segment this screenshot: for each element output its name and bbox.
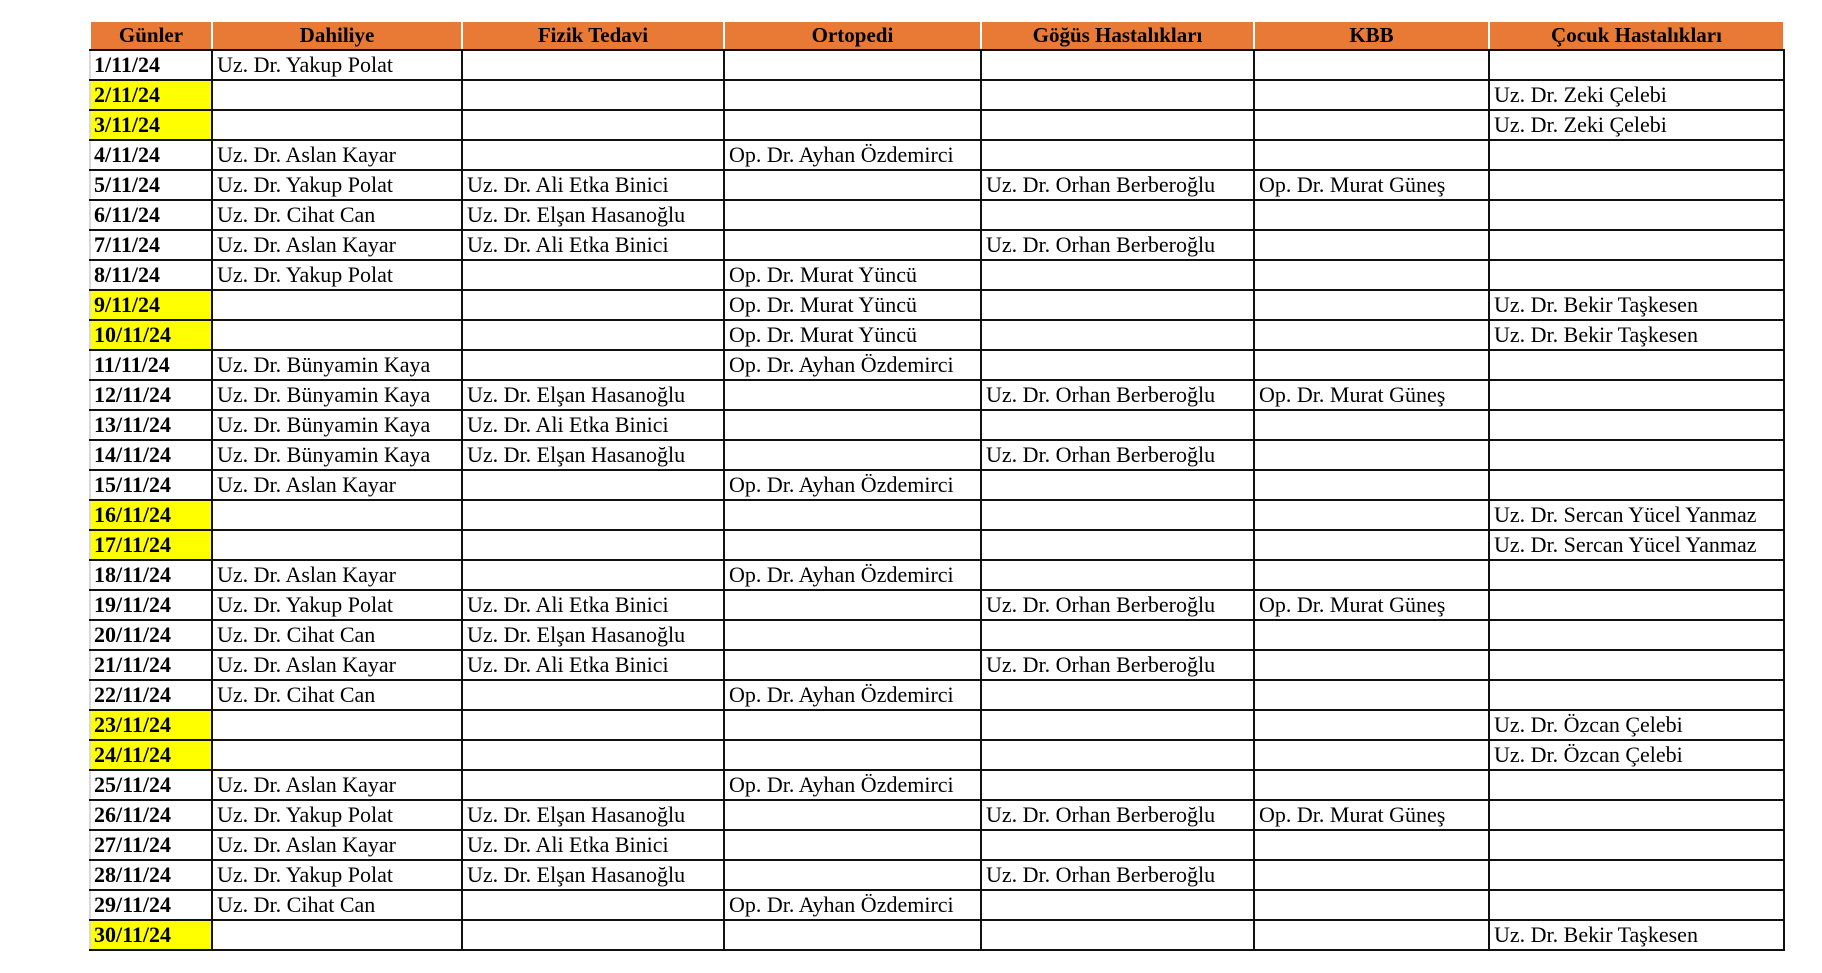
day-cell: 10/11/24: [90, 320, 212, 350]
table-row: [90, 560, 1784, 590]
cell-dahiliye: Uz. Dr. Aslan Kayar: [212, 830, 462, 860]
cell-ortopedi: [724, 500, 981, 530]
day-cell: 5/11/24: [90, 170, 212, 200]
cell-dahiliye: Uz. Dr. Bünyamin Kaya: [212, 440, 462, 470]
day-cell: 24/11/24: [90, 740, 212, 770]
cell-kbb: [1254, 860, 1489, 890]
cell-cocuk-hastaliklari: [1489, 590, 1784, 620]
cell-ortopedi: [724, 650, 981, 680]
table-row: [90, 770, 1784, 800]
cell-gogus-hastaliklari: [981, 80, 1254, 110]
cell-ortopedi: [724, 920, 981, 950]
day-cell: 17/11/24: [90, 530, 212, 560]
table-row: [90, 680, 1784, 710]
cell-cocuk-hastaliklari: [1489, 620, 1784, 650]
day-cell: 3/11/24: [90, 110, 212, 140]
cell-kbb: [1254, 140, 1489, 170]
cell-cocuk-hastaliklari: Uz. Dr. Zeki Çelebi: [1489, 80, 1784, 110]
cell-gogus-hastaliklari: [981, 350, 1254, 380]
cell-gogus-hastaliklari: [981, 410, 1254, 440]
cell-kbb: [1254, 500, 1489, 530]
cell-ortopedi: Op. Dr. Ayhan Özdemirci: [724, 470, 981, 500]
cell-gogus-hastaliklari: Uz. Dr. Orhan Berberoğlu: [981, 170, 1254, 200]
cell-kbb: [1254, 710, 1489, 740]
cell-kbb: [1254, 920, 1489, 950]
cell-gogus-hastaliklari: [981, 500, 1254, 530]
table-row: [90, 860, 1784, 890]
cell-fizik-tedavi: [462, 260, 724, 290]
cell-ortopedi: [724, 410, 981, 440]
cell-gogus-hastaliklari: [981, 470, 1254, 500]
cell-cocuk-hastaliklari: Uz. Dr. Bekir Taşkesen: [1489, 920, 1784, 950]
cell-gogus-hastaliklari: [981, 890, 1254, 920]
cell-cocuk-hastaliklari: Uz. Dr. Sercan Yücel Yanmaz: [1489, 530, 1784, 560]
cell-cocuk-hastaliklari: [1489, 830, 1784, 860]
cell-gogus-hastaliklari: [981, 260, 1254, 290]
table-row: [90, 110, 1784, 140]
cell-fizik-tedavi: Uz. Dr. Elşan Hasanoğlu: [462, 380, 724, 410]
day-cell: 26/11/24: [90, 800, 212, 830]
cell-kbb: [1254, 770, 1489, 800]
cell-fizik-tedavi: Uz. Dr. Elşan Hasanoğlu: [462, 800, 724, 830]
schedule-body: [90, 50, 1784, 950]
cell-kbb: [1254, 560, 1489, 590]
cell-fizik-tedavi: [462, 350, 724, 380]
cell-kbb: Op. Dr. Murat Güneş: [1254, 380, 1489, 410]
cell-gogus-hastaliklari: [981, 110, 1254, 140]
cell-kbb: [1254, 680, 1489, 710]
schedule-sheet: [89, 20, 1783, 951]
cell-dahiliye: [212, 740, 462, 770]
cell-dahiliye: Uz. Dr. Cihat Can: [212, 680, 462, 710]
table-row: [90, 470, 1784, 500]
cell-dahiliye: Uz. Dr. Aslan Kayar: [212, 560, 462, 590]
table-row: [90, 230, 1784, 260]
cell-ortopedi: [724, 530, 981, 560]
cell-ortopedi: [724, 380, 981, 410]
table-row: [90, 410, 1784, 440]
cell-fizik-tedavi: [462, 320, 724, 350]
day-cell: 6/11/24: [90, 200, 212, 230]
cell-cocuk-hastaliklari: [1489, 470, 1784, 500]
cell-fizik-tedavi: Uz. Dr. Elşan Hasanoğlu: [462, 860, 724, 890]
cell-gogus-hastaliklari: [981, 320, 1254, 350]
cell-cocuk-hastaliklari: [1489, 350, 1784, 380]
table-row: [90, 320, 1784, 350]
cell-ortopedi: [724, 620, 981, 650]
cell-fizik-tedavi: Uz. Dr. Ali Etka Binici: [462, 410, 724, 440]
cell-cocuk-hastaliklari: [1489, 860, 1784, 890]
cell-fizik-tedavi: [462, 530, 724, 560]
day-cell: 1/11/24: [90, 50, 212, 80]
cell-gogus-hastaliklari: Uz. Dr. Orhan Berberoğlu: [981, 800, 1254, 830]
cell-dahiliye: Uz. Dr. Aslan Kayar: [212, 770, 462, 800]
cell-kbb: [1254, 650, 1489, 680]
cell-dahiliye: Uz. Dr. Cihat Can: [212, 200, 462, 230]
day-cell: 9/11/24: [90, 290, 212, 320]
cell-gogus-hastaliklari: Uz. Dr. Orhan Berberoğlu: [981, 440, 1254, 470]
cell-dahiliye: Uz. Dr. Bünyamin Kaya: [212, 410, 462, 440]
cell-gogus-hastaliklari: [981, 830, 1254, 860]
cell-dahiliye: Uz. Dr. Cihat Can: [212, 890, 462, 920]
table-row: [90, 890, 1784, 920]
cell-cocuk-hastaliklari: Uz. Dr. Özcan Çelebi: [1489, 710, 1784, 740]
day-cell: 19/11/24: [90, 590, 212, 620]
header-days: Günler: [90, 21, 212, 50]
cell-fizik-tedavi: Uz. Dr. Ali Etka Binici: [462, 650, 724, 680]
table-row: [90, 620, 1784, 650]
day-cell: 21/11/24: [90, 650, 212, 680]
duty-schedule-table: [89, 20, 1785, 951]
table-row: [90, 590, 1784, 620]
cell-kbb: [1254, 260, 1489, 290]
cell-kbb: [1254, 890, 1489, 920]
cell-gogus-hastaliklari: [981, 920, 1254, 950]
cell-ortopedi: [724, 590, 981, 620]
cell-kbb: [1254, 620, 1489, 650]
day-cell: 13/11/24: [90, 410, 212, 440]
day-cell: 27/11/24: [90, 830, 212, 860]
table-row: [90, 200, 1784, 230]
day-cell: 18/11/24: [90, 560, 212, 590]
cell-dahiliye: [212, 110, 462, 140]
cell-dahiliye: [212, 530, 462, 560]
cell-kbb: Op. Dr. Murat Güneş: [1254, 170, 1489, 200]
cell-fizik-tedavi: [462, 110, 724, 140]
cell-kbb: [1254, 80, 1489, 110]
cell-cocuk-hastaliklari: [1489, 440, 1784, 470]
cell-ortopedi: [724, 200, 981, 230]
cell-ortopedi: Op. Dr. Ayhan Özdemirci: [724, 560, 981, 590]
cell-cocuk-hastaliklari: [1489, 410, 1784, 440]
cell-ortopedi: [724, 50, 981, 80]
cell-cocuk-hastaliklari: Uz. Dr. Sercan Yücel Yanmaz: [1489, 500, 1784, 530]
cell-fizik-tedavi: [462, 50, 724, 80]
cell-kbb: [1254, 470, 1489, 500]
cell-cocuk-hastaliklari: [1489, 680, 1784, 710]
cell-dahiliye: Uz. Dr. Bünyamin Kaya: [212, 350, 462, 380]
header-gogus-hastaliklari: Göğüs Hastalıkları: [981, 21, 1254, 50]
day-cell: 16/11/24: [90, 500, 212, 530]
cell-cocuk-hastaliklari: [1489, 170, 1784, 200]
cell-gogus-hastaliklari: Uz. Dr. Orhan Berberoğlu: [981, 860, 1254, 890]
cell-ortopedi: [724, 740, 981, 770]
cell-ortopedi: Op. Dr. Murat Yüncü: [724, 290, 981, 320]
cell-kbb: [1254, 440, 1489, 470]
cell-gogus-hastaliklari: [981, 740, 1254, 770]
cell-fizik-tedavi: [462, 500, 724, 530]
cell-kbb: [1254, 50, 1489, 80]
cell-dahiliye: Uz. Dr. Yakup Polat: [212, 50, 462, 80]
cell-ortopedi: [724, 110, 981, 140]
day-cell: 20/11/24: [90, 620, 212, 650]
cell-ortopedi: [724, 170, 981, 200]
cell-fizik-tedavi: Uz. Dr. Ali Etka Binici: [462, 830, 724, 860]
cell-fizik-tedavi: [462, 80, 724, 110]
cell-kbb: [1254, 290, 1489, 320]
table-row: [90, 80, 1784, 110]
table-row: [90, 650, 1784, 680]
cell-ortopedi: [724, 710, 981, 740]
day-cell: 2/11/24: [90, 80, 212, 110]
cell-ortopedi: Op. Dr. Ayhan Özdemirci: [724, 770, 981, 800]
cell-cocuk-hastaliklari: [1489, 200, 1784, 230]
cell-kbb: [1254, 740, 1489, 770]
table-row: [90, 920, 1784, 950]
day-cell: 7/11/24: [90, 230, 212, 260]
cell-ortopedi: Op. Dr. Murat Yüncü: [724, 320, 981, 350]
cell-kbb: [1254, 230, 1489, 260]
cell-dahiliye: [212, 80, 462, 110]
table-row: [90, 710, 1784, 740]
cell-gogus-hastaliklari: Uz. Dr. Orhan Berberoğlu: [981, 590, 1254, 620]
cell-fizik-tedavi: [462, 290, 724, 320]
table-row: [90, 350, 1784, 380]
cell-dahiliye: [212, 500, 462, 530]
cell-ortopedi: Op. Dr. Ayhan Özdemirci: [724, 680, 981, 710]
day-cell: 30/11/24: [90, 920, 212, 950]
cell-kbb: [1254, 110, 1489, 140]
table-row: [90, 290, 1784, 320]
cell-cocuk-hastaliklari: Uz. Dr. Bekir Taşkesen: [1489, 320, 1784, 350]
cell-dahiliye: Uz. Dr. Yakup Polat: [212, 170, 462, 200]
table-row: [90, 50, 1784, 80]
cell-fizik-tedavi: [462, 740, 724, 770]
day-cell: 11/11/24: [90, 350, 212, 380]
header-ortopedi: Ortopedi: [724, 21, 981, 50]
table-row: [90, 500, 1784, 530]
cell-dahiliye: Uz. Dr. Bünyamin Kaya: [212, 380, 462, 410]
cell-cocuk-hastaliklari: [1489, 650, 1784, 680]
day-cell: 25/11/24: [90, 770, 212, 800]
cell-gogus-hastaliklari: [981, 290, 1254, 320]
cell-gogus-hastaliklari: Uz. Dr. Orhan Berberoğlu: [981, 230, 1254, 260]
header-dahiliye: Dahiliye: [212, 21, 462, 50]
day-cell: 14/11/24: [90, 440, 212, 470]
cell-ortopedi: Op. Dr. Ayhan Özdemirci: [724, 890, 981, 920]
cell-kbb: Op. Dr. Murat Güneş: [1254, 590, 1489, 620]
cell-dahiliye: Uz. Dr. Aslan Kayar: [212, 650, 462, 680]
cell-gogus-hastaliklari: [981, 560, 1254, 590]
cell-dahiliye: [212, 710, 462, 740]
cell-dahiliye: [212, 290, 462, 320]
cell-fizik-tedavi: [462, 920, 724, 950]
cell-gogus-hastaliklari: [981, 620, 1254, 650]
cell-dahiliye: Uz. Dr. Aslan Kayar: [212, 230, 462, 260]
cell-cocuk-hastaliklari: [1489, 800, 1784, 830]
day-cell: 23/11/24: [90, 710, 212, 740]
cell-fizik-tedavi: Uz. Dr. Ali Etka Binici: [462, 590, 724, 620]
day-cell: 15/11/24: [90, 470, 212, 500]
cell-gogus-hastaliklari: [981, 50, 1254, 80]
cell-dahiliye: Uz. Dr. Aslan Kayar: [212, 140, 462, 170]
cell-kbb: [1254, 350, 1489, 380]
table-row: [90, 800, 1784, 830]
day-cell: 29/11/24: [90, 890, 212, 920]
cell-gogus-hastaliklari: Uz. Dr. Orhan Berberoğlu: [981, 650, 1254, 680]
cell-ortopedi: [724, 440, 981, 470]
cell-cocuk-hastaliklari: [1489, 380, 1784, 410]
cell-fizik-tedavi: Uz. Dr. Elşan Hasanoğlu: [462, 200, 724, 230]
cell-fizik-tedavi: Uz. Dr. Elşan Hasanoğlu: [462, 440, 724, 470]
cell-cocuk-hastaliklari: [1489, 770, 1784, 800]
cell-fizik-tedavi: [462, 770, 724, 800]
cell-cocuk-hastaliklari: [1489, 560, 1784, 590]
header-kbb: KBB: [1254, 21, 1489, 50]
cell-gogus-hastaliklari: [981, 530, 1254, 560]
cell-fizik-tedavi: Uz. Dr. Elşan Hasanoğlu: [462, 620, 724, 650]
cell-kbb: [1254, 530, 1489, 560]
cell-ortopedi: [724, 830, 981, 860]
table-row: [90, 170, 1784, 200]
header-row: [90, 21, 1784, 50]
cell-cocuk-hastaliklari: [1489, 140, 1784, 170]
table-row: [90, 140, 1784, 170]
day-cell: 8/11/24: [90, 260, 212, 290]
cell-dahiliye: [212, 920, 462, 950]
cell-cocuk-hastaliklari: [1489, 50, 1784, 80]
cell-cocuk-hastaliklari: Uz. Dr. Zeki Çelebi: [1489, 110, 1784, 140]
table-row: [90, 530, 1784, 560]
header-cocuk-hastaliklari: Çocuk Hastalıkları: [1489, 21, 1784, 50]
cell-ortopedi: Op. Dr. Murat Yüncü: [724, 260, 981, 290]
cell-ortopedi: [724, 800, 981, 830]
cell-dahiliye: Uz. Dr. Yakup Polat: [212, 800, 462, 830]
cell-dahiliye: Uz. Dr. Yakup Polat: [212, 860, 462, 890]
cell-ortopedi: Op. Dr. Ayhan Özdemirci: [724, 140, 981, 170]
day-cell: 4/11/24: [90, 140, 212, 170]
header-fizik-tedavi: Fizik Tedavi: [462, 21, 724, 50]
cell-fizik-tedavi: [462, 140, 724, 170]
day-cell: 12/11/24: [90, 380, 212, 410]
table-row: [90, 380, 1784, 410]
cell-fizik-tedavi: Uz. Dr. Ali Etka Binici: [462, 170, 724, 200]
cell-kbb: [1254, 320, 1489, 350]
cell-cocuk-hastaliklari: [1489, 230, 1784, 260]
table-row: [90, 740, 1784, 770]
cell-kbb: [1254, 830, 1489, 860]
cell-fizik-tedavi: [462, 560, 724, 590]
cell-fizik-tedavi: [462, 680, 724, 710]
cell-fizik-tedavi: [462, 710, 724, 740]
cell-gogus-hastaliklari: [981, 140, 1254, 170]
cell-kbb: [1254, 410, 1489, 440]
table-row: [90, 830, 1784, 860]
cell-dahiliye: Uz. Dr. Yakup Polat: [212, 590, 462, 620]
cell-fizik-tedavi: [462, 890, 724, 920]
cell-gogus-hastaliklari: [981, 680, 1254, 710]
cell-ortopedi: Op. Dr. Ayhan Özdemirci: [724, 350, 981, 380]
cell-cocuk-hastaliklari: [1489, 890, 1784, 920]
cell-gogus-hastaliklari: [981, 710, 1254, 740]
cell-gogus-hastaliklari: [981, 200, 1254, 230]
cell-cocuk-hastaliklari: Uz. Dr. Bekir Taşkesen: [1489, 290, 1784, 320]
cell-ortopedi: [724, 230, 981, 260]
cell-dahiliye: Uz. Dr. Aslan Kayar: [212, 470, 462, 500]
cell-kbb: Op. Dr. Murat Güneş: [1254, 800, 1489, 830]
cell-fizik-tedavi: Uz. Dr. Ali Etka Binici: [462, 230, 724, 260]
cell-dahiliye: Uz. Dr. Yakup Polat: [212, 260, 462, 290]
cell-ortopedi: [724, 80, 981, 110]
cell-cocuk-hastaliklari: Uz. Dr. Özcan Çelebi: [1489, 740, 1784, 770]
cell-ortopedi: [724, 860, 981, 890]
cell-dahiliye: Uz. Dr. Cihat Can: [212, 620, 462, 650]
cell-gogus-hastaliklari: [981, 770, 1254, 800]
table-row: [90, 260, 1784, 290]
cell-cocuk-hastaliklari: [1489, 260, 1784, 290]
cell-dahiliye: [212, 320, 462, 350]
day-cell: 22/11/24: [90, 680, 212, 710]
table-row: [90, 440, 1784, 470]
cell-fizik-tedavi: [462, 470, 724, 500]
day-cell: 28/11/24: [90, 860, 212, 890]
cell-gogus-hastaliklari: Uz. Dr. Orhan Berberoğlu: [981, 380, 1254, 410]
cell-kbb: [1254, 200, 1489, 230]
